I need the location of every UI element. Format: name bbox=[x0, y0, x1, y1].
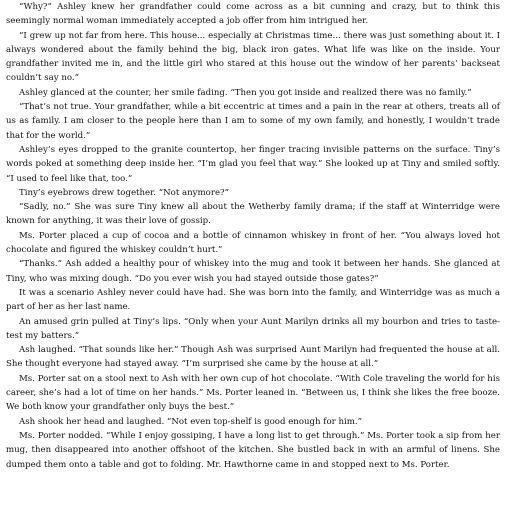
paragraph-7: “Sadly, no.” She was sure Tiny knew all about the Wetherby family drama; if the staff at Winterridge were known for anything, it was their love of gossip. bbox=[6, 202, 500, 227]
paragraph-6: Tiny’s eyebrows drew together. “Not anymore?” bbox=[19, 187, 230, 198]
paragraph-8: Ms. Porter placed a cup of cocoa and a bottle of cinnamon whiskey in front of her. “You always loved hot chocolate and figured the whiskey couldn’t hurt.” bbox=[6, 230, 500, 256]
paragraph-13: Ms. Porter sat on a stool next to Ash with her own cup of hot chocolate. “With Cole traveling the world for his career, she’s had a lot of time on her hands.” Ms. Porter leaned in. “Between us, I think she likes the free booze. We both know your grandfather only buys the best.” bbox=[6, 373, 500, 413]
paragraph-14: Ash shook her head and laughed. “Not even top-shelf is good enough for him.” bbox=[19, 416, 363, 427]
paragraph-10: It was a scenario Ashley never could have had. She was born into the family, and Winterridge was as much a part of her as her last name. bbox=[6, 287, 500, 313]
paragraph-2: “I grew up not far from here. This house... especially at Christmas time... there was just something about it. I always wondered about the family behind the big, black iron gates. What life was like on the inside. Your grandfather invited me in, and the little girl who stared at this house out the window of her parents’ backseat couldn’t say no.” bbox=[6, 30, 500, 84]
paragraph-12: Ash laughed. “That sounds like her.” Though Ash was surprised Aunt Marilyn had frequented the house at all. She thought everyone had stayed away. “I’m surprised she came by the house at all.” bbox=[6, 345, 500, 370]
paragraph-3: Ashley glanced at the counter, her smile fading. “Then you got inside and realized there was no family.” bbox=[19, 87, 472, 98]
document-page bbox=[6, 0, 500, 472]
paragraph-5: Ashley’s eyes dropped to the granite countertop, her finger tracing invisible patterns on the surface. Tiny’s words poked at something deep inside her. “I’m glad you feel that way.” She looked up at Tiny and smiled softly. “I used to feel like that, too.” bbox=[6, 144, 500, 184]
paragraph-15: Ms. Porter nodded. “While I enjoy gossiping, I have a long list to get through.” Ms. Porter took a sip from her mug, then disappeared into another offshoot of the kitchen. She bustled back in with an armful of linens. She dumped them onto a table and got to folding. Mr. Hawthorne came in and stopped next to Ms. Porter. bbox=[6, 430, 500, 470]
paragraph-1: “Why?” Ashley knew her grandfather could come across as a bit cunning and crazy, but to think this seemingly normal woman immediately accepted a job offer from him intrigued her. bbox=[6, 2, 500, 27]
paragraph-11: An amused grin pulled at Tiny’s lips. “Only when your Aunt Marilyn drinks all my bourbon and tries to taste-test my batters.” bbox=[6, 316, 500, 341]
paragraph-9: “Thanks.” Ash added a healthy pour of whiskey into the mug and took it between her hands. She glanced at Tiny, who was mixing dough. “Do you ever wish you had stayed outside those gates?” bbox=[6, 259, 500, 284]
paragraph-4: “That’s not true. Your grandfather, while a bit eccentric at times and a pain in the rear at others, treats all of us as family. I am closer to the people here than I am to some of my own family, and honestly, I wouldn’t trade that for the world.” bbox=[6, 102, 500, 141]
